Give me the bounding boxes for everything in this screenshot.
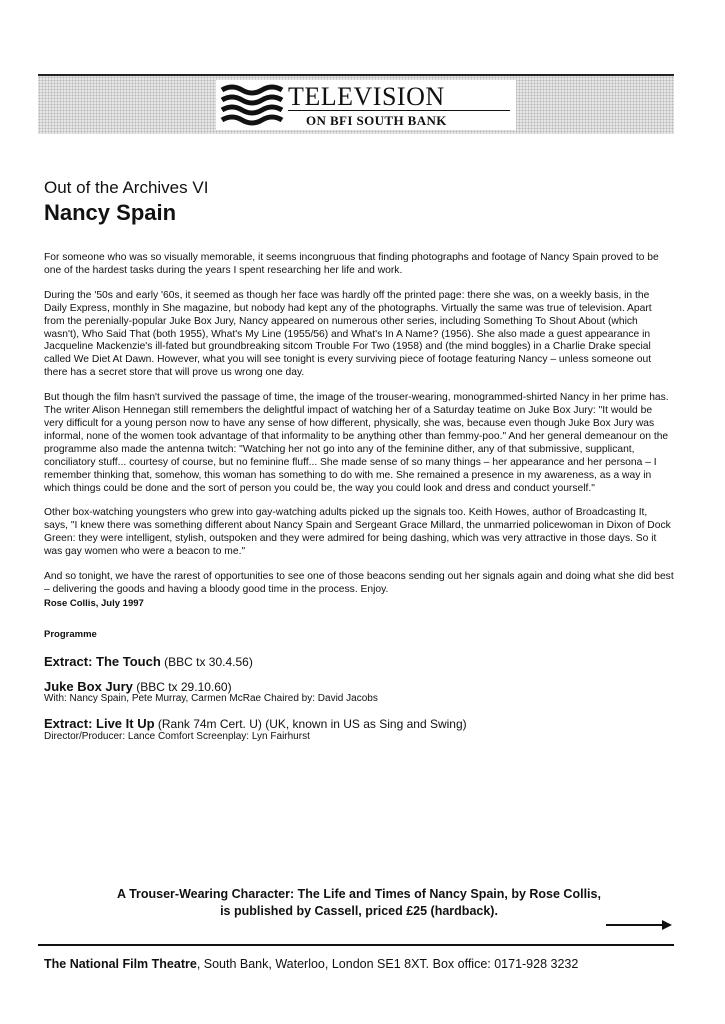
article-paragraph: But though the film hasn't survived the passage of time, the image of the trouser-wearing, monogrammed-shirted Nancy in her prime has. The writer Alison Hennegan still remembers the delightful impact of watching her of a Saturday teatime on Juke Box Jury: "It would be very difficult for a young person now to have any sense of how different, physically, she was, because even though Juke Box Jury was informal, none of the women took advantage of that informality to be anything other than femmy-poo." And her general demeanour on the programme also made the antenna twitch: "Watching her not go into any of the feminine dither, any of that submissive, supplicant, conciliatory stuff... courtesy of course, but no feminine fluff... She made sense of so many things – her appearance and her persona – I remember thinking that, somehow, this woman has something to do with me. She remained a presence in my awareness, as a way in which things could be done and the sort of person you could be, the way you could look and dress and conduct yourself." bbox=[44, 392, 669, 494]
programme-item-details: (Rank 74m Cert. U) (UK, known in US as Sing and Swing) bbox=[154, 717, 467, 732]
footer-address: , South Bank, Waterloo, London SE1 8XT. Box office: 0171-928 3232 bbox=[196, 957, 579, 971]
programme-item-details: (BBC tx 29.10.60) bbox=[132, 679, 232, 694]
series-label: Out of the Archives VI bbox=[44, 178, 209, 197]
arrow-right-icon bbox=[606, 918, 672, 932]
article-body bbox=[44, 252, 674, 756]
footer-venue: The National Film Theatre bbox=[44, 957, 197, 971]
article-paragraph: During the '50s and early '60s, it seemed as though her face was hardly off the printed page: there she was, on a weekly basis, in the Daily Express, monthly in She magazine, but nobody had kept any of the photographs. Virtually the same was true of television. Apart from the perenially-popular Juke Box Jury, Nancy appeared on numerous other series, including Something To Shout About (which wasn't), Who Said That (both 1955), What's My Line (1955/56) and What's In A Name? (1956). She also made a guest appearance in Jacqueline Mackenzie's ill-fated but groundbreaking sitcom Trouble For Two (1958) and (the mind boggles) in a Charlie Drake special called We Diet At Dawn. However, what you will see tonight is every surviving piece of footage featuring Nancy – unless someone out there has a secret store that will prove us wrong one day. bbox=[44, 289, 652, 379]
footer bbox=[44, 957, 674, 971]
programme-item bbox=[44, 678, 674, 707]
programme-item-credits: With: Nancy Spain, Pete Murray, Carmen McRae Chaired by: David Jacobs bbox=[44, 693, 378, 705]
byline: Rose Collis, July 1997 bbox=[44, 597, 144, 609]
footer-divider bbox=[38, 944, 674, 946]
article-paragraph: Other box-watching youngsters who grew into gay-watching adults picked up the signals too. Keith Howes, author of Broadcasting It, says, "I knew there was something different about Nancy Spain and Sergeant Grace Millard, the unmarried policewoman in Dixon of Dock Green: they were intelligent, stylish, outspoken and they were admired for being dashing, which was very attractive in those days. So it was gay women who were a beacon to me." bbox=[44, 507, 671, 558]
page-title: Nancy Spain bbox=[44, 200, 177, 225]
programme-item-title: Extract: Live It Up bbox=[44, 716, 155, 732]
programme-item-credits: Director/Producer: Lance Comfort Screenplay: Lyn Fairhurst bbox=[44, 731, 310, 743]
book-note-line: is published by Cassell, priced £25 (hardback). bbox=[220, 904, 498, 918]
programme-item-details: (BBC tx 30.4.56) bbox=[160, 654, 253, 669]
article-paragraph: And so tonight, we have the rarest of opportunities to see one of those beacons sending out her signals again and doing what she did best – delivering the goods and having a bloody good time in the process. Enjoy. bbox=[44, 571, 674, 595]
bfi-logo bbox=[216, 80, 516, 130]
programme-heading: Programme bbox=[44, 628, 97, 640]
header-banner bbox=[38, 74, 674, 134]
programme-item bbox=[44, 718, 674, 744]
waves-icon bbox=[220, 84, 284, 128]
programme-item bbox=[44, 653, 674, 669]
book-note-line: A Trouser-Wearing Character: The Life and Times of Nancy Spain, by Rose Collis, bbox=[117, 887, 601, 901]
header-subtitle: ON BFI SOUTH BANK bbox=[306, 113, 447, 128]
article-paragraph: For someone who was so visually memorable, it seems incongruous that finding photographs and footage of Nancy Spain proved to be one of the hardest tasks during the years I spent researching her life and work. bbox=[44, 252, 659, 276]
programme-item-title: Juke Box Jury bbox=[44, 678, 133, 694]
header-title: TELEVISION bbox=[288, 82, 445, 111]
book-note bbox=[44, 886, 674, 920]
programme-item-title: Extract: The Touch bbox=[44, 653, 161, 669]
